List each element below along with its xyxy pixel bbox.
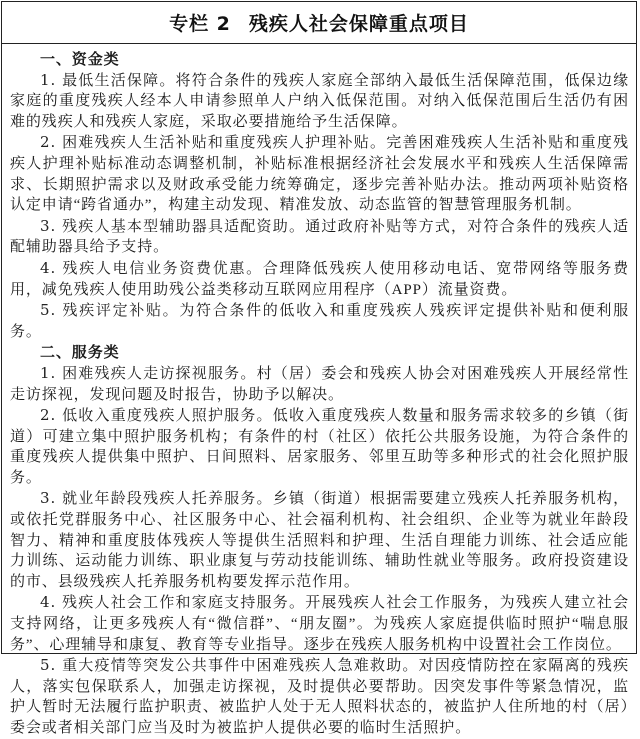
list-item bbox=[10, 488, 629, 592]
item-text: 对因疫情防控在家隔离的残疾人，落实包保联系人，加强走访探视，及时提供必要帮助。因突发事件等紧急情况，监护人暂时无法履行监护职责、被监护人处于无人照料状态的，被监护人住所地的村（居）委会或者相关部门应当及时为被监护人提供必要的临时生活照护。 bbox=[10, 658, 629, 736]
item-text: 开展残疾人社会工作服务，为残疾人建立社会支持网络，让更多残疾人有“微信群”、“朋友圈”。为残疾人家庭提供临时照护“喘息服务”、心理辅导和康复、教育等专业指导。逐步在残疾人服务机构中设置社会工作岗位。 bbox=[10, 595, 629, 653]
list-item bbox=[10, 592, 629, 655]
list-item bbox=[10, 258, 629, 300]
list-item bbox=[10, 655, 629, 738]
item-lead: 1. 困难残疾人走访探视服务。 bbox=[40, 363, 257, 382]
item-lead: 2. 困难残疾人生活补贴和重度残疾人护理补贴。 bbox=[40, 133, 387, 152]
section-heading: 二、服务类 bbox=[40, 343, 120, 362]
content bbox=[2, 44, 636, 739]
item-lead: 4. 残疾人社会工作和家庭支持服务。 bbox=[40, 593, 306, 612]
item-lead: 1. 最低生活保障。 bbox=[40, 70, 176, 89]
item-lead: 3. 残疾人基本型辅助器具适配资助。 bbox=[40, 216, 306, 235]
list-item bbox=[10, 216, 629, 258]
item-lead: 3. 就业年龄段残疾人托养服务。 bbox=[40, 489, 273, 508]
item-lead: 2. 低收入重度残疾人照护服务。 bbox=[40, 406, 273, 425]
list-item bbox=[10, 405, 629, 488]
item-text: 合理降低残疾人使用移动电话、宽带网络等服务费用，减免残疾人使用助残公益类移动互联网应用程序（APP）流量资费。 bbox=[10, 260, 629, 298]
item-text: 低收入重度残疾人数量和服务需求较多的乡镇（街道）可建立集中照护服务机构；有条件的村（社区）依托公共服务设施，为符合条件的重度残疾人提供集中照护、日间照料、居家服务、邻里互助等多种形式的社会化照护服务。 bbox=[10, 408, 629, 486]
page-title bbox=[2, 2, 636, 44]
document-box bbox=[1, 1, 637, 736]
item-text: 村（居）委会和残疾人协会对困难残疾人开展经常性走访探视，发现问题及时报告，协助予以解决。 bbox=[10, 365, 629, 403]
item-text: 完善困难残疾人生活补贴和重度残疾人护理补贴标准动态调整机制，补贴标准根据经济社会发展水平和残疾人生活保障需求、长期照护需求以及财政承受能力统筹确定，逐步完善补贴办法。推动两项补贴资格认定申请“跨省通办”，构建主动发现、精准发放、动态监管的智慧管理服务机制。 bbox=[10, 135, 629, 214]
title-text: 残疾人社会保障重点项目 bbox=[248, 13, 469, 35]
item-text: 通过政府补贴等方式，对符合条件的残疾人适配辅助器具给予支持。 bbox=[10, 218, 629, 256]
item-text: 将符合条件的残疾人家庭全部纳入最低生活保障范围，低保边缘家庭的重度残疾人经本人申请参照单人户纳入低保范围。对纳入低保范围后生活仍有困难的残疾人和残疾人家庭，采取必要措施给予生活保障。 bbox=[10, 72, 629, 130]
section-heading: 一、资金类 bbox=[40, 50, 120, 68]
list-item bbox=[10, 363, 629, 405]
list-item bbox=[10, 70, 629, 133]
title-number: 专栏 2 bbox=[169, 13, 231, 35]
item-lead: 5. 残疾评定补贴。 bbox=[40, 301, 180, 320]
item-lead: 5. 重大疫情等突发公共事件中困难残疾人急难救助。 bbox=[40, 656, 419, 675]
list-item bbox=[10, 300, 629, 342]
list-item bbox=[10, 132, 629, 215]
item-lead: 4. 残疾人电信业务资费优惠。 bbox=[40, 258, 263, 277]
item-text: 为符合条件的低收入和重度残疾人残疾评定提供补贴和便利服务。 bbox=[10, 303, 629, 340]
item-text: 乡镇（街道）根据需要建立残疾人托养服务机构，或依托党群服务中心、社区服务中心、社会福利机构、社会组织、企业等为就业年龄段智力、精神和重度肢体残疾人等提供生活照料和护理、生活自理能力训练、社会适应能力训练、运动能力训练、职业康复与劳动技能训练、辅助性就业等服务。政府投资建设的市、县级残疾人托养服务机构要发挥示范作用。 bbox=[10, 491, 629, 590]
